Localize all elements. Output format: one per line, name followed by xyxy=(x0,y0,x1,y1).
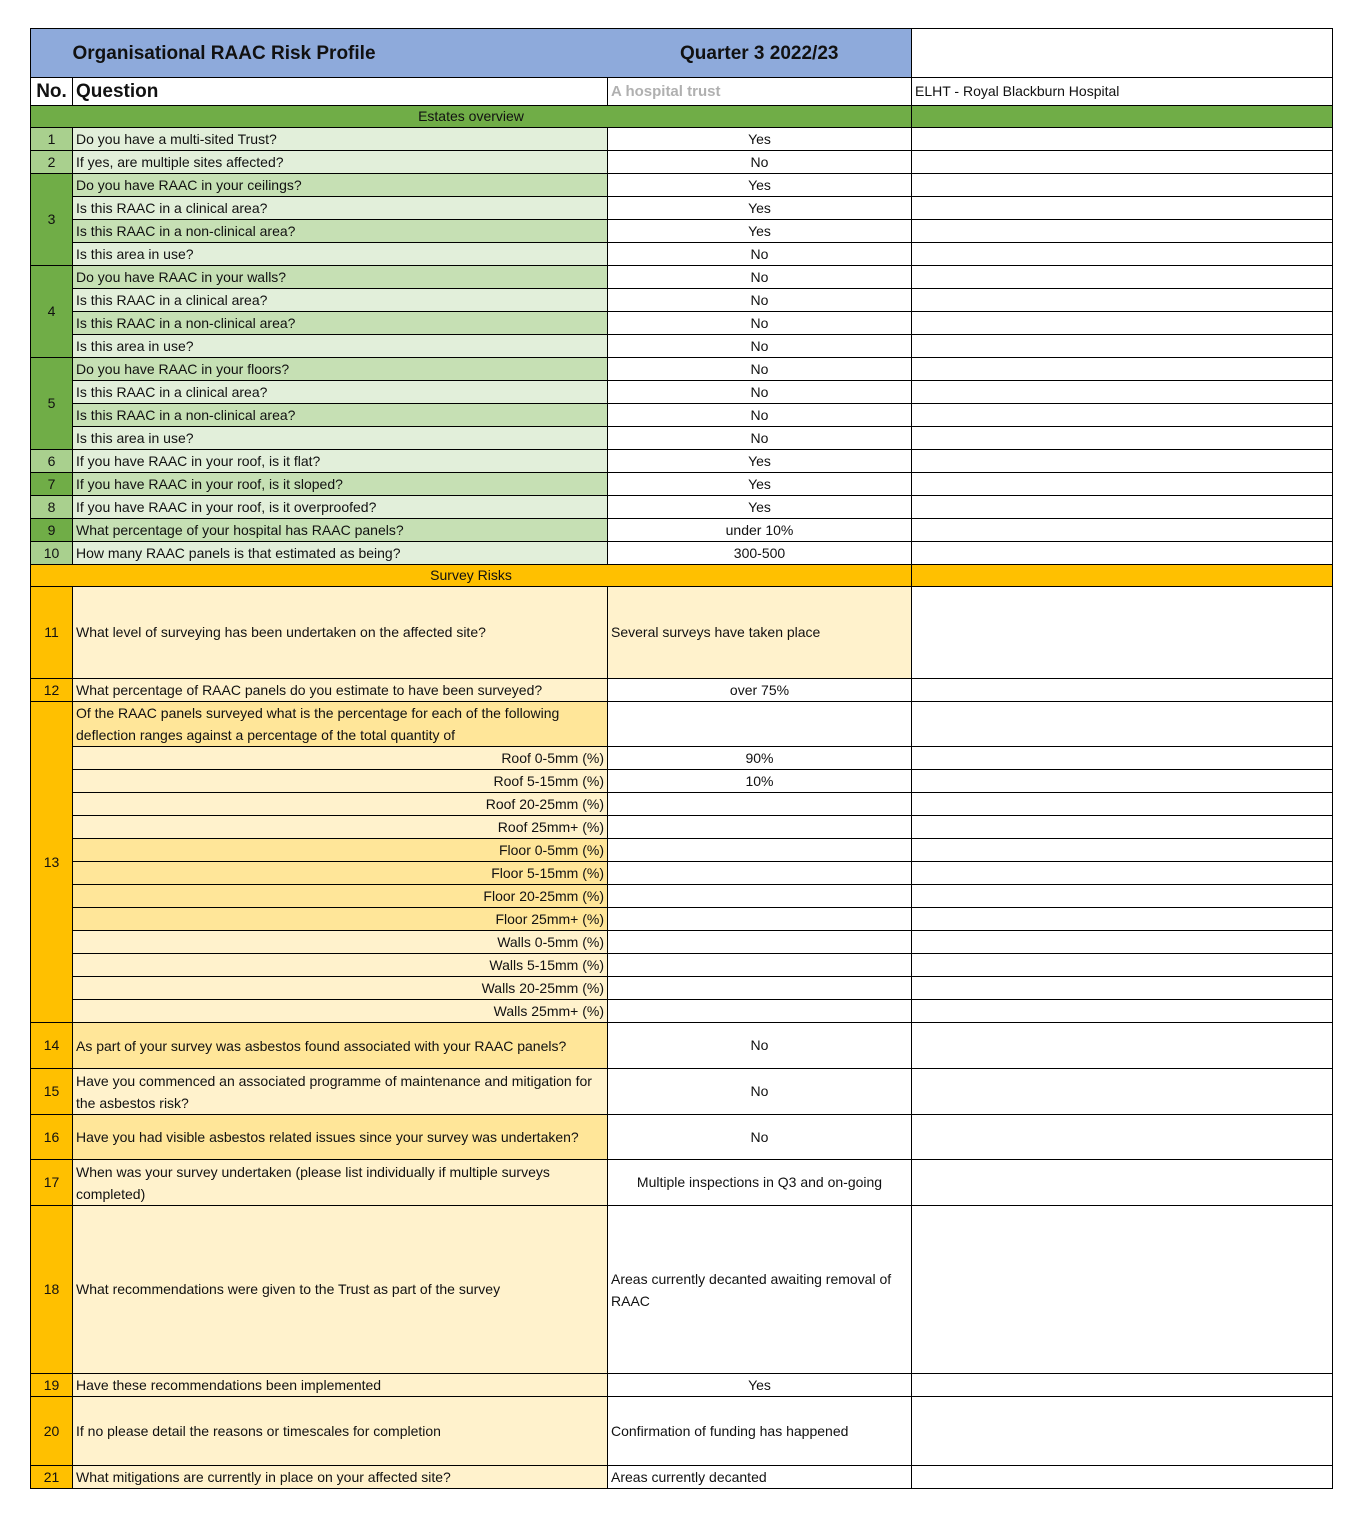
answer-cell[interactable] xyxy=(608,931,912,954)
row-number: 1 xyxy=(31,128,73,151)
question-cell: Is this RAAC in a clinical area? xyxy=(73,381,608,404)
question-cell: If you have RAAC in your roof, is it overproofed? xyxy=(73,496,608,519)
section-header-survey: Survey Risks xyxy=(31,565,912,587)
answer-cell[interactable]: Yes xyxy=(608,450,912,473)
notes-cell[interactable] xyxy=(912,174,1333,197)
row-number: 19 xyxy=(31,1374,73,1397)
notes-cell[interactable] xyxy=(912,220,1333,243)
notes-cell[interactable] xyxy=(912,1206,1333,1374)
row-number: 21 xyxy=(31,1466,73,1489)
answer-cell[interactable] xyxy=(608,816,912,839)
answer-cell[interactable]: Areas currently decanted awaiting removal of RAAC xyxy=(608,1206,912,1374)
notes-cell[interactable] xyxy=(912,335,1333,358)
notes-cell[interactable] xyxy=(912,1115,1333,1160)
question-cell: When was your survey undertaken (please list individually if multiple surveys completed) xyxy=(73,1160,608,1206)
title-blank-cell xyxy=(912,29,1333,78)
question-cell: If you have RAAC in your roof, is it sloped? xyxy=(73,473,608,496)
question-cell: Is this RAAC in a non-clinical area? xyxy=(73,312,608,335)
notes-cell[interactable] xyxy=(912,473,1333,496)
answer-cell[interactable]: under 10% xyxy=(608,519,912,542)
notes-cell[interactable] xyxy=(912,519,1333,542)
raac-risk-table xyxy=(30,28,1333,1489)
question-cell: Have you commenced an associated programme of maintenance and mitigation for the asbestos risk? xyxy=(73,1069,608,1115)
question-cell: Is this RAAC in a non-clinical area? xyxy=(73,404,608,427)
question-cell: Of the RAAC panels surveyed what is the percentage for each of the following deflection ranges against a percentage of the total quantity of xyxy=(73,702,608,747)
row-number: 5 xyxy=(31,358,73,450)
site-name[interactable]: ELHT - Royal Blackburn Hospital xyxy=(912,78,1333,106)
row-number: 2 xyxy=(31,151,73,174)
notes-cell[interactable] xyxy=(912,1000,1333,1023)
question-cell: Is this RAAC in a non-clinical area? xyxy=(73,220,608,243)
organisation-placeholder[interactable]: A hospital trust xyxy=(608,78,912,106)
notes-cell[interactable] xyxy=(912,266,1333,289)
title-no-cell xyxy=(31,29,73,78)
answer-cell[interactable] xyxy=(608,862,912,885)
notes-cell[interactable] xyxy=(912,128,1333,151)
question-cell: Have these recommendations been implemented xyxy=(73,1374,608,1397)
notes-cell[interactable] xyxy=(912,908,1333,931)
question-cell: If yes, are multiple sites affected? xyxy=(73,151,608,174)
row-number: 10 xyxy=(31,542,73,565)
answer-cell[interactable]: Yes xyxy=(608,197,912,220)
deflection-range-label: Floor 0-5mm (%) xyxy=(73,839,608,862)
answer-cell[interactable]: No xyxy=(608,266,912,289)
answer-cell[interactable] xyxy=(608,702,912,747)
deflection-range-label: Walls 5-15mm (%) xyxy=(73,954,608,977)
answer-cell[interactable]: over 75% xyxy=(608,679,912,702)
row-number: 9 xyxy=(31,519,73,542)
deflection-range-label: Roof 25mm+ (%) xyxy=(73,816,608,839)
answer-cell[interactable] xyxy=(608,977,912,1000)
notes-cell[interactable] xyxy=(912,197,1333,220)
notes-cell[interactable] xyxy=(912,243,1333,266)
row-number: 4 xyxy=(31,266,73,358)
answer-cell[interactable]: No xyxy=(608,243,912,266)
notes-cell[interactable] xyxy=(912,793,1333,816)
row-number: 13 xyxy=(31,702,73,1023)
notes-cell[interactable] xyxy=(912,1023,1333,1069)
answer-cell[interactable]: No xyxy=(608,358,912,381)
row-number: 8 xyxy=(31,496,73,519)
row-number: 17 xyxy=(31,1160,73,1206)
notes-cell[interactable] xyxy=(912,1397,1333,1466)
answer-cell[interactable]: No xyxy=(608,1023,912,1069)
answer-cell[interactable]: No xyxy=(608,289,912,312)
notes-cell[interactable] xyxy=(912,1069,1333,1115)
question-cell: Is this area in use? xyxy=(73,427,608,450)
section-header-survey-blank xyxy=(912,565,1333,587)
answer-cell[interactable] xyxy=(608,1000,912,1023)
notes-cell[interactable] xyxy=(912,1160,1333,1206)
answer-cell[interactable]: Yes xyxy=(608,128,912,151)
answer-cell[interactable]: Yes xyxy=(608,1374,912,1397)
deflection-range-label: Walls 0-5mm (%) xyxy=(73,931,608,954)
notes-cell[interactable] xyxy=(912,839,1333,862)
answer-cell[interactable]: Yes xyxy=(608,220,912,243)
row-number: 15 xyxy=(31,1069,73,1115)
question-cell: Is this RAAC in a clinical area? xyxy=(73,289,608,312)
row-number: 11 xyxy=(31,587,73,679)
notes-cell[interactable] xyxy=(912,816,1333,839)
row-number: 14 xyxy=(31,1023,73,1069)
deflection-range-label: Roof 5-15mm (%) xyxy=(73,770,608,793)
answer-cell[interactable] xyxy=(608,954,912,977)
notes-cell[interactable] xyxy=(912,358,1333,381)
notes-cell[interactable] xyxy=(912,427,1333,450)
answer-cell[interactable]: Yes xyxy=(608,174,912,197)
section-header-estates: Estates overview xyxy=(31,106,912,128)
notes-cell[interactable] xyxy=(912,1466,1333,1489)
notes-cell[interactable] xyxy=(912,587,1333,679)
answer-cell[interactable]: No xyxy=(608,381,912,404)
answer-cell[interactable]: No xyxy=(608,312,912,335)
question-cell: Do you have a multi-sited Trust? xyxy=(73,128,608,151)
question-cell: Do you have RAAC in your ceilings? xyxy=(73,174,608,197)
column-header-no: No. xyxy=(31,78,73,106)
answer-cell[interactable]: Areas currently decanted xyxy=(608,1466,912,1489)
row-number: 20 xyxy=(31,1397,73,1466)
notes-cell[interactable] xyxy=(912,289,1333,312)
row-number: 12 xyxy=(31,679,73,702)
answer-cell[interactable]: Yes xyxy=(608,496,912,519)
quarter-label: Quarter 3 2022/23 xyxy=(608,29,912,78)
question-cell: If you have RAAC in your roof, is it flat? xyxy=(73,450,608,473)
notes-cell[interactable] xyxy=(912,885,1333,908)
row-number: 3 xyxy=(31,174,73,266)
notes-cell[interactable] xyxy=(912,702,1333,747)
question-cell: How many RAAC panels is that estimated as being? xyxy=(73,542,608,565)
question-cell: Is this area in use? xyxy=(73,335,608,358)
row-number: 6 xyxy=(31,450,73,473)
notes-cell[interactable] xyxy=(912,542,1333,565)
row-number: 18 xyxy=(31,1206,73,1374)
notes-cell[interactable] xyxy=(912,747,1333,770)
notes-cell[interactable] xyxy=(912,931,1333,954)
answer-cell[interactable]: No xyxy=(608,151,912,174)
notes-cell[interactable] xyxy=(912,450,1333,473)
section-header-estates-blank xyxy=(912,106,1333,128)
notes-cell[interactable] xyxy=(912,977,1333,1000)
notes-cell[interactable] xyxy=(912,862,1333,885)
row-number: 16 xyxy=(31,1115,73,1160)
question-cell: What mitigations are currently in place on your affected site? xyxy=(73,1466,608,1489)
question-cell: If no please detail the reasons or timescales for completion xyxy=(73,1397,608,1466)
answer-cell[interactable]: No xyxy=(608,427,912,450)
deflection-range-label: Roof 0-5mm (%) xyxy=(73,747,608,770)
question-cell: Is this RAAC in a clinical area? xyxy=(73,197,608,220)
answer-cell[interactable] xyxy=(608,793,912,816)
notes-cell[interactable] xyxy=(912,381,1333,404)
answer-cell[interactable]: No xyxy=(608,404,912,427)
notes-cell[interactable] xyxy=(912,679,1333,702)
sheet-title: Organisational RAAC Risk Profile xyxy=(73,29,608,78)
answer-cell[interactable]: Confirmation of funding has happened xyxy=(608,1397,912,1466)
question-cell: What percentage of RAAC panels do you estimate to have been surveyed? xyxy=(73,679,608,702)
notes-cell[interactable] xyxy=(912,496,1333,519)
deflection-range-label: Roof 20-25mm (%) xyxy=(73,793,608,816)
answer-cell[interactable]: No xyxy=(608,335,912,358)
deflection-range-label: Floor 5-15mm (%) xyxy=(73,862,608,885)
notes-cell[interactable] xyxy=(912,312,1333,335)
notes-cell[interactable] xyxy=(912,770,1333,793)
answer-cell[interactable]: No xyxy=(608,1069,912,1115)
answer-cell[interactable]: Yes xyxy=(608,473,912,496)
deflection-range-label: Floor 20-25mm (%) xyxy=(73,885,608,908)
deflection-range-label: Floor 25mm+ (%) xyxy=(73,908,608,931)
answer-cell[interactable] xyxy=(608,885,912,908)
question-cell: Have you had visible asbestos related issues since your survey was undertaken? xyxy=(73,1115,608,1160)
notes-cell[interactable] xyxy=(912,404,1333,427)
question-cell: Do you have RAAC in your floors? xyxy=(73,358,608,381)
row-number: 7 xyxy=(31,473,73,496)
question-cell: What recommendations were given to the Trust as part of the survey xyxy=(73,1206,608,1374)
question-cell: Do you have RAAC in your walls? xyxy=(73,266,608,289)
question-cell: What level of surveying has been undertaken on the affected site? xyxy=(73,587,608,679)
answer-cell[interactable] xyxy=(608,908,912,931)
question-cell: Is this area in use? xyxy=(73,243,608,266)
answer-cell[interactable]: Several surveys have taken place xyxy=(608,587,912,679)
question-cell: What percentage of your hospital has RAAC panels? xyxy=(73,519,608,542)
answer-cell[interactable]: 300-500 xyxy=(608,542,912,565)
notes-cell[interactable] xyxy=(912,954,1333,977)
answer-cell[interactable] xyxy=(608,839,912,862)
deflection-range-label: Walls 20-25mm (%) xyxy=(73,977,608,1000)
column-header-question: Question xyxy=(73,78,608,106)
answer-cell[interactable]: No xyxy=(608,1115,912,1160)
notes-cell[interactable] xyxy=(912,1374,1333,1397)
notes-cell[interactable] xyxy=(912,151,1333,174)
answer-cell[interactable]: 90% xyxy=(608,747,912,770)
question-cell: As part of your survey was asbestos found associated with your RAAC panels? xyxy=(73,1023,608,1069)
answer-cell[interactable]: Multiple inspections in Q3 and on-going xyxy=(608,1160,912,1206)
answer-cell[interactable]: 10% xyxy=(608,770,912,793)
deflection-range-label: Walls 25mm+ (%) xyxy=(73,1000,608,1023)
